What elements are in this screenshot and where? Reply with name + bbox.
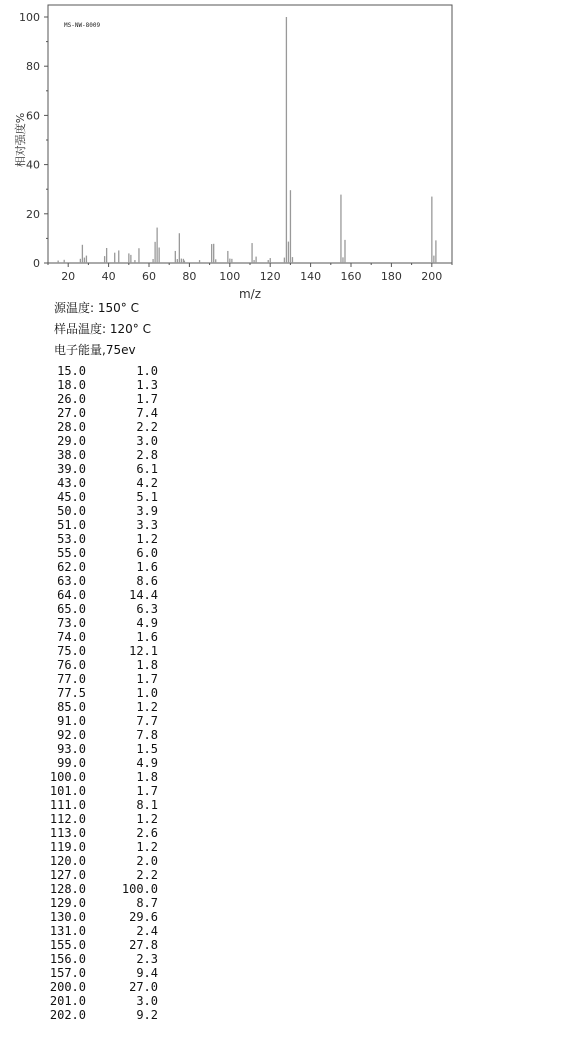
peak-abundance: 4.2	[136, 476, 158, 490]
spectrum-bar	[431, 197, 432, 263]
peak-table-row	[46, 980, 158, 994]
peak-table-row	[46, 868, 158, 882]
spectrum-bar	[138, 248, 139, 263]
peak-abundance: 1.2	[136, 840, 158, 854]
spectrum-bar	[84, 258, 85, 263]
peak-abundance: 1.0	[136, 686, 158, 700]
peak-table-row	[46, 756, 158, 770]
spectrum-bar	[80, 259, 81, 263]
spectrum-bar	[435, 240, 436, 263]
peak-table-row	[46, 966, 158, 980]
spectrum-bar	[130, 255, 131, 263]
plot-frame	[48, 5, 452, 263]
peak-table-row	[46, 476, 158, 490]
peak-table-row	[46, 518, 158, 532]
peak-abundance: 6.1	[136, 462, 158, 476]
spectrum-bar	[86, 256, 87, 263]
x-tick-label: 160	[340, 270, 362, 283]
peak-abundance: 1.2	[136, 812, 158, 826]
peak-mz: 63.0	[57, 574, 86, 588]
peak-mz: 130.0	[49, 910, 86, 924]
peak-mz: 113.0	[49, 826, 86, 840]
x-axis-label: m/z	[238, 287, 262, 300]
peak-mz: 77.5	[57, 686, 86, 700]
peak-mz: 128.0	[49, 882, 86, 896]
peak-table-row	[46, 504, 158, 518]
spectrum-bar	[175, 251, 176, 263]
peak-mz: 85.0	[57, 700, 86, 714]
peak-abundance: 3.0	[136, 994, 158, 1008]
peak-abundance: 1.7	[136, 672, 158, 686]
peak-table-row	[46, 462, 158, 476]
peak-mz: 119.0	[49, 840, 86, 854]
peak-mz: 92.0	[57, 728, 86, 742]
spectrum-bar	[184, 261, 185, 263]
peak-table-row	[46, 1008, 158, 1022]
spectrum-bar	[128, 253, 129, 263]
x-tick-label: 80	[182, 270, 197, 283]
peak-mz: 62.0	[57, 560, 86, 574]
peak-table-row	[46, 840, 158, 854]
peak-abundance: 1.3	[136, 378, 158, 392]
spectrum-bar	[227, 251, 228, 263]
spectrum-bar	[156, 228, 157, 263]
spectrum-bar	[199, 260, 200, 263]
peak-mz: 201.0	[49, 994, 86, 1008]
peak-table-row	[46, 896, 158, 910]
peak-abundance: 4.9	[136, 756, 158, 770]
spectrum-bar	[229, 259, 230, 263]
spectrum-bar	[211, 244, 212, 263]
peak-abundance: 2.0	[136, 854, 158, 868]
spectrum-bar	[231, 259, 232, 263]
y-tick-label: 100	[19, 11, 40, 24]
x-tick-label: 20	[61, 270, 76, 283]
acquisition-conditions	[54, 300, 151, 363]
peak-mz: 75.0	[57, 644, 86, 658]
peak-mz: 55.0	[57, 546, 86, 560]
peak-abundance: 1.7	[136, 392, 158, 406]
spectrum-bar	[344, 240, 345, 263]
peak-abundance: 1.6	[136, 630, 158, 644]
spectrum-bar	[181, 259, 182, 263]
peak-table-row	[46, 420, 158, 434]
peak-table-row	[46, 560, 158, 574]
peak-mz: 120.0	[49, 854, 86, 868]
peak-table-row	[46, 784, 158, 798]
peak-abundance: 2.3	[136, 952, 158, 966]
peak-abundance: 2.6	[136, 826, 158, 840]
peak-mz: 200.0	[49, 980, 86, 994]
peak-table-row	[46, 686, 158, 700]
spectrum-bar	[270, 258, 271, 263]
peak-table-row	[46, 700, 158, 714]
peak-mz: 99.0	[57, 756, 86, 770]
peak-mz: 39.0	[57, 462, 86, 476]
peak-abundance: 3.9	[136, 504, 158, 518]
peak-table-row	[46, 602, 158, 616]
peak-abundance: 1.8	[136, 658, 158, 672]
peak-abundance: 4.9	[136, 616, 158, 630]
peak-mz: 65.0	[57, 602, 86, 616]
spectrum-bar	[255, 257, 256, 263]
spectrum-bar	[340, 195, 341, 263]
peak-table-row	[46, 658, 158, 672]
peak-abundance: 1.6	[136, 560, 158, 574]
peak-table-row	[46, 364, 158, 378]
peak-abundance: 7.7	[136, 714, 158, 728]
y-tick-label: 80	[26, 60, 40, 74]
spectrum-bar	[268, 260, 269, 263]
x-tick-label: 100	[219, 270, 241, 283]
peak-abundance: 5.1	[136, 490, 158, 504]
peak-mz: 27.0	[57, 406, 86, 420]
spectrum-bar	[152, 259, 153, 263]
peak-table-row	[46, 448, 158, 462]
peak-mz: 131.0	[49, 924, 86, 938]
peak-table-row	[46, 546, 158, 560]
mass-spectrum-chart	[0, 0, 570, 300]
peak-abundance: 12.1	[129, 644, 158, 658]
peak-abundance: 29.6	[129, 910, 158, 924]
sample-temperature: 样品温度: 120° C	[54, 322, 151, 336]
peak-table-row	[46, 490, 158, 504]
peak-abundance: 2.4	[136, 924, 158, 938]
peak-mz: 76.0	[57, 658, 86, 672]
spectrum-bar	[342, 257, 343, 263]
spectrum-bar	[292, 257, 293, 263]
peak-abundance: 7.8	[136, 728, 158, 742]
peak-mz: 157.0	[49, 966, 86, 980]
peak-table-row	[46, 574, 158, 588]
peak-mz: 129.0	[49, 896, 86, 910]
spectrum-bar	[104, 256, 105, 263]
x-tick-label: 60	[142, 270, 156, 283]
peak-abundance: 2.8	[136, 448, 158, 462]
peak-table-row	[46, 630, 158, 644]
spectrum-bar	[64, 260, 65, 263]
peak-abundance: 1.7	[136, 784, 158, 798]
peak-mz: 50.0	[57, 504, 86, 518]
peak-abundance: 6.0	[136, 546, 158, 560]
peak-abundance: 1.8	[136, 770, 158, 784]
peak-table-row	[46, 994, 158, 1008]
peak-mz: 101.0	[49, 784, 86, 798]
peak-mz: 38.0	[57, 448, 86, 462]
spectrum-bar	[58, 261, 59, 263]
spectrum-bar	[82, 245, 83, 263]
peak-abundance: 3.3	[136, 518, 158, 532]
spectrum-bar	[286, 17, 287, 263]
x-tick-label: 40	[101, 270, 116, 283]
peak-table-row	[46, 938, 158, 952]
spectrum-bar	[213, 244, 214, 263]
peak-abundance: 2.2	[136, 420, 158, 434]
peak-abundance: 14.4	[129, 588, 158, 602]
peak-mz: 26.0	[57, 392, 86, 406]
peak-table-row	[46, 910, 158, 924]
x-tick-label: 200	[421, 270, 443, 283]
peak-mz: 111.0	[49, 798, 86, 812]
spectrum-bar	[106, 248, 107, 263]
peak-abundance: 100.0	[121, 882, 158, 896]
spectrum-bar	[114, 253, 115, 263]
peak-mz: 53.0	[57, 532, 86, 546]
peak-mz: 18.0	[57, 378, 86, 392]
peak-table-row	[46, 952, 158, 966]
peak-table-row	[46, 434, 158, 448]
peak-abundance: 8.6	[136, 574, 158, 588]
peak-table	[46, 364, 158, 1022]
peak-table-row	[46, 742, 158, 756]
peak-mz: 51.0	[57, 518, 86, 532]
spectrum-bar	[154, 242, 155, 263]
peak-table-row	[46, 798, 158, 812]
peak-mz: 155.0	[49, 938, 86, 952]
peak-table-row	[46, 588, 158, 602]
peak-abundance: 1.0	[136, 364, 158, 378]
peak-table-row	[46, 672, 158, 686]
y-tick-label: 20	[26, 207, 40, 221]
peak-abundance: 1.2	[136, 532, 158, 546]
peak-table-row	[46, 616, 158, 630]
peak-abundance: 8.7	[136, 896, 158, 910]
spectrum-bar	[433, 256, 434, 263]
peak-abundance: 2.2	[136, 868, 158, 882]
spectrum-bar	[118, 250, 119, 263]
peak-table-row	[46, 406, 158, 420]
x-tick-label: 180	[380, 270, 402, 283]
peak-abundance: 3.0	[136, 434, 158, 448]
y-tick-label: 60	[26, 109, 40, 123]
spectrum-bar	[159, 248, 160, 263]
peak-table-row	[46, 378, 158, 392]
peak-mz: 112.0	[49, 812, 86, 826]
peak-mz: 29.0	[57, 434, 86, 448]
y-tick-label: 40	[26, 158, 40, 172]
peak-abundance: 8.1	[136, 798, 158, 812]
peak-table-row	[46, 854, 158, 868]
y-axis-label: 相对强度%	[14, 112, 27, 168]
peak-mz: 127.0	[49, 868, 86, 882]
spectrum-bar	[177, 259, 178, 263]
electron-energy: 电子能量,75ev	[54, 343, 136, 357]
peak-mz: 74.0	[57, 630, 86, 644]
y-tick-label: 0	[33, 257, 40, 270]
peak-mz: 100.0	[49, 770, 86, 784]
peak-mz: 15.0	[57, 364, 86, 378]
peak-abundance: 7.4	[136, 406, 158, 420]
peak-abundance: 27.8	[129, 938, 158, 952]
spectrum-bar	[215, 259, 216, 263]
peak-table-row	[46, 714, 158, 728]
spectrum-bar	[253, 260, 254, 263]
peak-table-row	[46, 770, 158, 784]
spectrum-bar	[290, 190, 291, 263]
spectrum-bars	[58, 17, 437, 263]
x-axis-ticks	[48, 263, 452, 283]
peak-table-row	[46, 882, 158, 896]
spectrum-bar	[284, 258, 285, 263]
peak-abundance: 9.4	[136, 966, 158, 980]
peak-mz: 77.0	[57, 672, 86, 686]
spectrum-bar	[179, 233, 180, 263]
peak-abundance: 9.2	[136, 1008, 158, 1022]
peak-mz: 91.0	[57, 714, 86, 728]
peak-table-row	[46, 924, 158, 938]
chart-annotation: MS-NW-8009	[64, 22, 101, 29]
peak-abundance: 6.3	[136, 602, 158, 616]
peak-abundance: 1.5	[136, 742, 158, 756]
peak-mz: 73.0	[57, 616, 86, 630]
x-tick-label: 120	[259, 270, 281, 283]
spectrum-bar	[251, 243, 252, 263]
peak-mz: 156.0	[49, 952, 86, 966]
peak-mz: 202.0	[49, 1008, 86, 1022]
x-tick-label: 140	[300, 270, 322, 283]
source-temperature: 源温度: 150° C	[54, 301, 139, 315]
peak-mz: 43.0	[57, 476, 86, 490]
peak-mz: 64.0	[57, 588, 86, 602]
peak-table-row	[46, 532, 158, 546]
peak-table-row	[46, 826, 158, 840]
peak-mz: 93.0	[57, 742, 86, 756]
spectrum-bar	[288, 242, 289, 263]
spectrum-bar	[134, 260, 135, 263]
peak-table-row	[46, 812, 158, 826]
peak-mz: 45.0	[57, 490, 86, 504]
peak-mz: 28.0	[57, 420, 86, 434]
peak-abundance: 27.0	[129, 980, 158, 994]
peak-abundance: 1.2	[136, 700, 158, 714]
peak-table-row	[46, 728, 158, 742]
peak-table-row	[46, 392, 158, 406]
peak-table-row	[46, 644, 158, 658]
